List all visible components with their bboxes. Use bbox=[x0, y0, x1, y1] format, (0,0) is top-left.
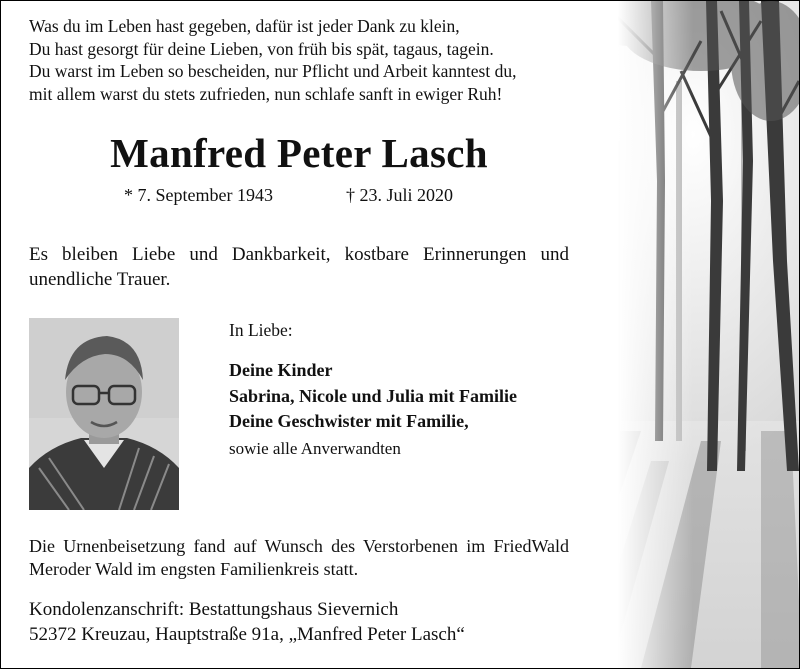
condolence-line: 52372 Kreuzau, Hauptstraße 91a, „Manfred Peter Lasch“ bbox=[29, 624, 465, 645]
mourner-line: Deine Kinder bbox=[229, 360, 333, 380]
portrait-photo bbox=[29, 318, 179, 510]
poem-line: mit allem warst du stets zufrieden, nun schlafe sanft in ewiger Ruh! bbox=[29, 83, 503, 104]
poem-line: Du hast gesorgt für deine Lieben, von früh bis spät, tagaus, tagein. bbox=[29, 38, 494, 59]
mourner-line: Sabrina, Nicole und Julia mit Familie bbox=[229, 385, 518, 406]
in-love-heading: In Liebe: bbox=[229, 320, 293, 340]
condolence-line: Kondolenzanschrift: Bestattungshaus Sievernich bbox=[29, 599, 399, 620]
mourners-list bbox=[229, 358, 517, 461]
gratitude-text: Es bleiben Liebe und Dankbarkeit, kostbare Erinnerungen und unendliche Trauer. bbox=[29, 244, 569, 290]
burial-notice-text: Die Urnenbeisetzung fand auf Wunsch des Verstorbenen im FriedWald Meroder Wald im engsten Familienkreis statt. bbox=[29, 536, 569, 579]
poem-line: Was du im Leben hast gegeben, dafür ist jeder Dank zu klein, bbox=[29, 16, 460, 36]
memorial-poem bbox=[29, 15, 516, 105]
mourner-line: Deine Geschwister mit Familie, bbox=[229, 411, 469, 431]
mourner-line: sowie alle Anverwandten bbox=[229, 438, 401, 458]
death-date: † 23. Juli 2020 bbox=[346, 185, 454, 205]
birth-date: * 7. September 1943 bbox=[124, 185, 273, 205]
deceased-name: Manfred Peter Lasch bbox=[110, 130, 488, 176]
poem-line: Du warst im Leben so bescheiden, nur Pflicht und Arbeit kanntest du, bbox=[29, 61, 517, 81]
condolence-address bbox=[29, 597, 465, 647]
